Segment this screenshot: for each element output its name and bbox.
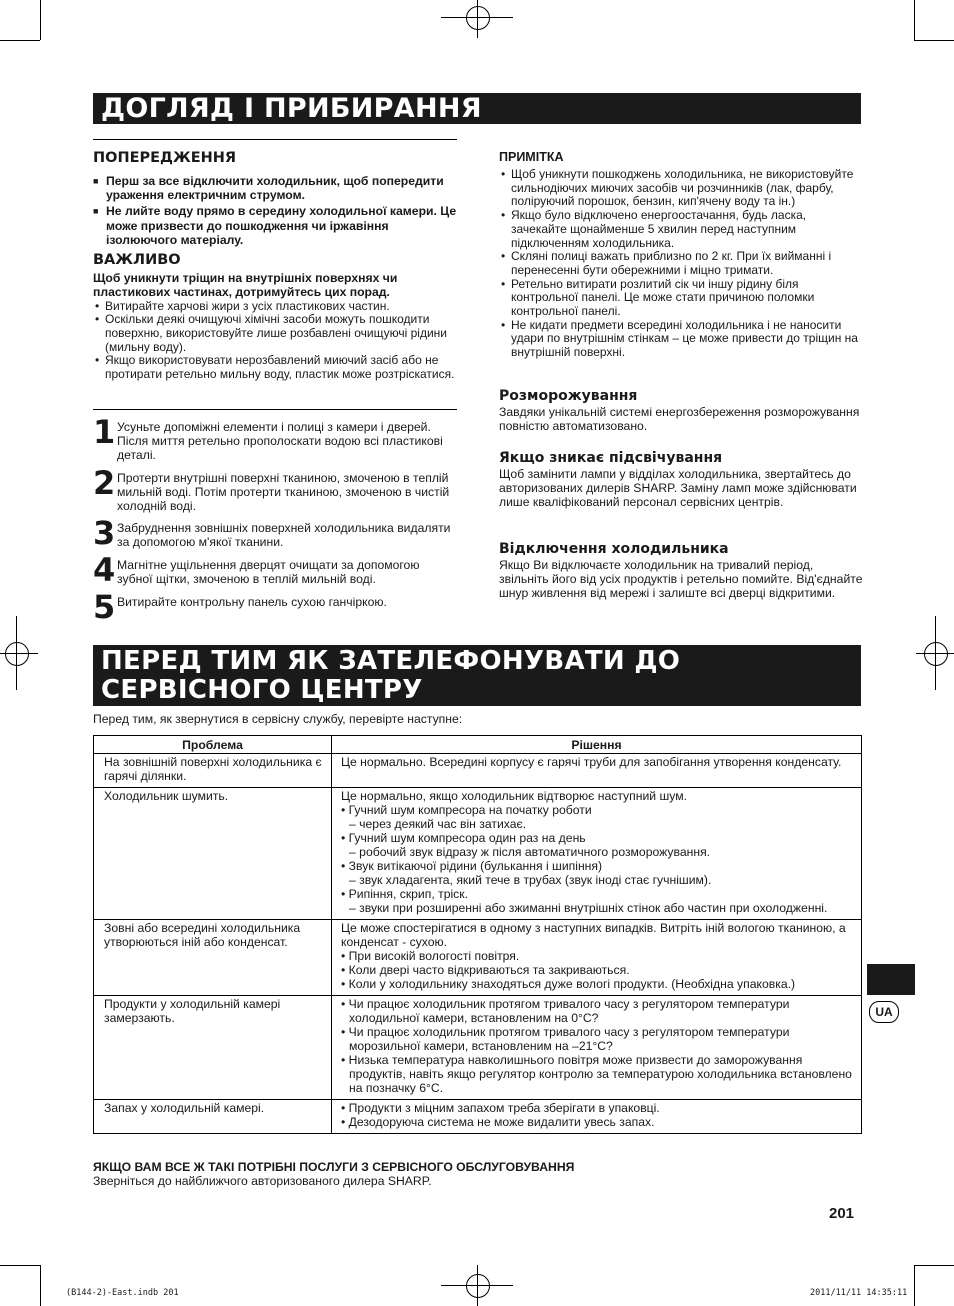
solution-cell: [332, 1100, 862, 1134]
problem-cell: Холодильник шумить.: [94, 788, 332, 920]
crop-mark: [914, 1265, 954, 1266]
registration-mark: [466, 6, 490, 30]
solution-line: • Чи працює холодильник протягом тривалого часу з регулятором температури холодильної камери, встановленим на 0°C?: [341, 997, 790, 1025]
troubleshooting-intro: Перед тим, як звернутися в сервісну службу, перевірте наступне:: [93, 712, 463, 726]
solution-line: Це нормально. Всередині корпусу є гарячі труби для запобігання утворення конденсату.: [341, 755, 842, 769]
crop-mark: [914, 0, 915, 40]
table-row: [94, 754, 862, 788]
table-row: [94, 996, 862, 1100]
troubleshooting-table: [93, 735, 862, 1134]
note-block: [499, 150, 863, 360]
crop-mark: [914, 1265, 915, 1306]
solution-line: • Чи працює холодильник протягом тривалого часу з регулятором температури морозильної камери, встановленим на –21°C?: [341, 1025, 790, 1053]
solution-line: • Гучний шум компресора один раз на день: [341, 831, 586, 845]
service-heading: ЯКЩО ВАМ ВСЕ Ж ТАКІ ПОТРІБНІ ПОСЛУГИ З СЕРВІСНОГО ОБСЛУГОВУВАННЯ: [93, 1160, 575, 1174]
step-4: [93, 551, 453, 589]
language-badge: UA: [869, 1001, 899, 1023]
registration-mark: [466, 1274, 490, 1298]
warning-block: [93, 150, 457, 382]
note-list: [499, 168, 863, 360]
important-item: • Витирайте харчові жири з усіх пластикових частин.: [93, 300, 457, 314]
step-2: [93, 464, 453, 514]
problem-cell: На зовнішній поверхні холодильника є гарячі ділянки.: [94, 754, 332, 788]
note-item: • Ретельно витирати розлитий сік чи іншу рідину біля контрольної панелі. Це може стати причиною поломки контрольної панелі.: [499, 278, 863, 319]
table-header-row: [94, 736, 862, 754]
column-header-problem: Проблема: [94, 736, 332, 754]
service-text: Зверніться до найближчого авторизованого дилера SHARP.: [93, 1174, 432, 1188]
divider: [93, 409, 457, 410]
solution-cell: [332, 920, 862, 996]
divider: [93, 139, 457, 140]
warning-item: ■ Перш за все відключити холодильник, щоб попередити ураження електричним струмом.: [93, 174, 457, 202]
solution-line: – робочий звук відразу ж після автоматичного розморожування.: [349, 845, 711, 859]
note-heading: ПРИМІТКА: [499, 150, 564, 164]
step-number: 1: [93, 413, 116, 451]
section-title-care: ДОГЛЯД І ПРИБИРАННЯ: [93, 93, 861, 124]
solution-line: • Гучний шум компресора на початку роботи: [341, 803, 592, 817]
step-text: Усуньте допоміжні елементи і полиці з камери і дверей. Після миття ретельно прополоскати водою всі пластикові деталі.: [117, 420, 443, 463]
crop-mark: [40, 1265, 41, 1306]
solution-line: • Коли у холодильнику знаходяться дуже вологі продукти. (Необхідна упаковка.): [341, 977, 796, 991]
section-title-line: СЕРВІСНОГО ЦЕНТРУ: [101, 675, 423, 705]
step-1: [93, 413, 453, 463]
solution-line: • Дезодоруюча система не може видалити увесь запах.: [341, 1115, 655, 1129]
crop-mark: [914, 40, 954, 41]
footer-timestamp: 2011/11/11 14:35:11: [810, 1288, 908, 1298]
solution-line: – звук хладагента, який тече в трубах (звук іноді стає гучнішим).: [349, 873, 712, 887]
solution-line: • Рипіння, скрип, тріск.: [341, 887, 468, 901]
table-row: [94, 1100, 862, 1134]
column-header-solution: Рішення: [332, 736, 862, 754]
solution-cell: [332, 754, 862, 788]
step-text: Протерти внутрішні поверхні тканиною, змоченою в теплій мильній воді. Потім протерти тканиною, змоченою в чистій холодній воді.: [117, 471, 450, 514]
table-row: [94, 920, 862, 996]
step-number: 2: [93, 464, 116, 502]
footer-file-info: (B144-2)-East.indb 201: [66, 1288, 179, 1298]
warning-heading: ПОПЕРЕДЖЕННЯ: [93, 150, 237, 166]
registration-mark: [5, 642, 29, 666]
important-list: [93, 300, 457, 382]
step-number: 3: [93, 514, 116, 552]
defrost-block: [499, 388, 863, 434]
problem-cell: Зовні або всередині холодильника утворюються іній або конденсат.: [94, 920, 332, 996]
solution-cell: [332, 996, 862, 1100]
table-row: [94, 788, 862, 920]
step-text: Забруднення зовнішніх поверхней холодильника видаляти за допомогою м'якої тканини.: [117, 521, 451, 550]
defrost-text: Завдяки унікальній системі енергозбереження розморожування повністю автоматизовано.: [499, 405, 860, 433]
important-intro: Щоб уникнути тріщин на внутрішніх поверхнях чи пластикових частинах, дотримуйтесь цих порад.: [93, 271, 398, 299]
registration-mark: [924, 642, 948, 666]
switch-off-block: [499, 541, 863, 600]
note-item: • Якщо було відключено енергоостачання, будь ласка, зачекайте щонайменше 5 хвилин перед наступним підключенням холодильника.: [499, 209, 863, 250]
step-number: 4: [93, 551, 116, 589]
solution-line: • Коли двері часто відкриваються та закриваються.: [341, 963, 630, 977]
important-heading: ВАЖЛИВО: [93, 252, 181, 269]
side-tab: [867, 964, 915, 995]
problem-cell: Запах у холодильній камері.: [94, 1100, 332, 1134]
problem-cell: Продукти у холодильній камері замерзають.: [94, 996, 332, 1100]
note-item: • Скляні полиці важать приблизно по 2 кг. При їх вийманні і перенесенні бути обережними і міцно тримати.: [499, 250, 863, 277]
solution-cell: [332, 788, 862, 920]
step-3: [93, 514, 453, 552]
switch-off-text: Якщо Ви відключаєте холодильник на тривалий період, звільніть його від усіх продуктів і ретельно помийте. Від'єднайте шнур живлення від мережі і залиште всі дверці відкритими.: [499, 558, 863, 600]
step-text: Магнітне ущільнення дверцят очищати за допомогою зубної щітки, змоченою в теплій мильній воді.: [117, 558, 420, 587]
section-title-service: [93, 645, 861, 706]
page-number: 201: [829, 1205, 855, 1222]
crop-mark: [0, 40, 40, 41]
section-title-line: ПЕРЕД ТИМ ЯК ЗАТЕЛЕФОНУВАТИ ДО: [101, 646, 681, 676]
crop-mark: [40, 0, 41, 40]
solution-line: Це нормально, якщо холодильник відтворює наступний шум.: [341, 789, 687, 803]
light-heading: Якщо зникає підсвічування: [499, 450, 723, 466]
solution-line: – звуки при розширенні або зжиманні внутрішніх стінок або частин при охолодженні.: [349, 901, 828, 915]
crop-mark: [0, 1265, 40, 1266]
warning-item: ■ Не лийте воду прямо в середину холодильної камери. Це може призвести до пошкодження чи іржавіння ізолюючого матеріалу.: [93, 204, 457, 247]
solution-line: • При високій вологості повітря.: [341, 949, 520, 963]
solution-line: – через деякий час він затихає.: [349, 817, 527, 831]
switch-off-heading: Відключення холодильника: [499, 541, 729, 557]
step-number: 5: [93, 588, 116, 626]
warning-list: [93, 174, 457, 247]
solution-line: Це може спостерігатися в одному з наступних випадків. Витріть іній вологою тканиною, а конденсат - сухою.: [341, 921, 846, 949]
light-block: [499, 450, 863, 509]
solution-line: • Звук витікаючої рідини (булькання і шипіння): [341, 859, 603, 873]
solution-line: • Продукти з міцним запахом треба зберігати в упаковці.: [341, 1101, 660, 1115]
note-item: • Щоб уникнути пошкоджень холодильника, не використовуйте сильнодіючих миючих засобів чи розчинників (лак, фарбу, поліруючий порошок, бензин, кип'ячену воду та ін.): [499, 168, 863, 209]
important-item: • Якщо використовувати нерозбавлений миючий засіб або не протирати ретельно мильну воду, пластик може розтріскатися.: [93, 354, 457, 381]
step-5: [93, 588, 453, 626]
note-item: • Не кидати предмети всередині холодильника і не наносити удари по внутрішнім стінкам – це може привести до тріщин на внутрішній поверхні.: [499, 319, 863, 360]
important-item: • Оскільки деякі очищуючі хімічні засоби можуть пошкодити поверхню, використовуйте лише розбавлені очищуючі рідини (мильну воду).: [93, 313, 457, 354]
solution-line: • Низька температура навколишнього повітря може призвести до заморожування продуктів, навіть якщо регулятор контролю за температурою холодильника встановлено на позначку 6°C.: [341, 1053, 852, 1095]
light-text: Щоб замінити лампи у відділах холодильника, звертайтесь до авторизованих дилерів SHARP. Заміну ламп може здійснювати лише кваліфікований персонал сервісних центрів.: [499, 467, 857, 509]
step-text: Витирайте контрольну панель сухою ганчіркою.: [117, 595, 387, 609]
defrost-heading: Розморожування: [499, 388, 638, 404]
